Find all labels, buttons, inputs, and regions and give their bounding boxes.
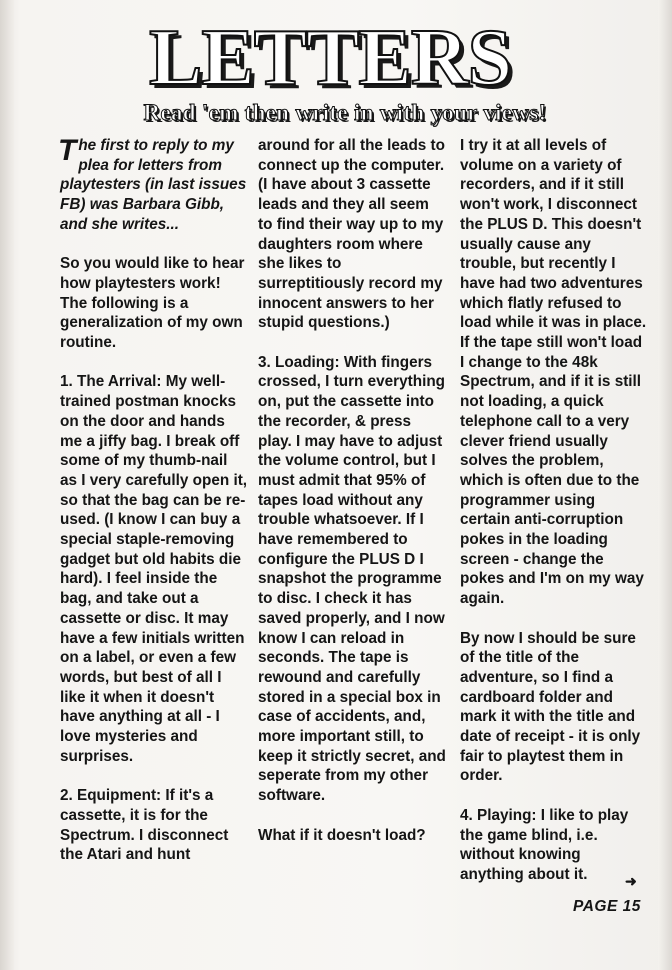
intro-paragraph xyxy=(60,136,248,235)
column-3 xyxy=(460,136,648,904)
column-2 xyxy=(258,136,446,865)
page-number: PAGE 15 xyxy=(573,898,641,915)
right-page-bleed xyxy=(658,0,672,970)
paragraph: By now I should be sure of the title of the adventure, so I find a cardboard folder and mark it with the title and date of receipt - it is only fair to playtest them in order. xyxy=(460,629,641,785)
paragraph: 1. The Arrival: My well-trained postman knocks on the door and hands me a jiffy bag. I break off some of my thumb-nail as I very carefully open it, so that the bag can be re-used. (I know I can buy a special staple-removing gadget but old habits die hard). I feel inside the bag, and take out a cassette or disc. It may have a few initials written on a label, or even a few words, but best of all I like it when it doesn't have anything at all - I love mysteries and surprises. xyxy=(60,373,248,765)
page-subtitle: Read 'em then write in with your views! xyxy=(143,100,547,125)
paragraph: around for all the leads to connect up the computer. (I have about 3 cassette leads and they all seem to find their way up to my daughters room where she likes to surreptitiously record my innocent answers to her stupid questions.) xyxy=(258,137,445,332)
paragraph: 4. Playing: I like to play the game blind, i.e. without knowing anything about it. xyxy=(460,806,629,883)
paragraph: What if it doesn't load? xyxy=(258,826,426,844)
continue-arrow-icon: ➜ xyxy=(625,873,637,889)
paragraph: So you would like to hear how playtesters work! The following is a generalization of my own routine. xyxy=(60,255,245,352)
page-title xyxy=(150,12,510,104)
left-page-bleed xyxy=(0,0,14,970)
title-text: LETTERS xyxy=(148,14,512,102)
paragraph: 3. Loading: With fingers crossed, I turn everything on, put the cassette into the recorder, & press play. I may have to adjust the volume control, but I must admit that 95% of tapes load without any trouble whatsoever. If I have remembered to configure the PLUS D I snapshot the programme to disc. I check it has saved properly, and I now know I can reload in seconds. The tape is rewound and carefully stored in a special box in case of accidents, and, more important still, to keep it strictly secret, and seperate from my other software. xyxy=(258,353,446,805)
paragraph: 2. Equipment: If it's a cassette, it is for the Spectrum. I disconnect the Atari and hunt xyxy=(60,787,229,864)
drop-cap: T xyxy=(58,134,77,167)
intro-text: he first to reply to my plea for letters from playtesters (in last issues FB) was Barbara Gibb, and she writes... xyxy=(60,137,247,233)
column-1 xyxy=(60,136,248,885)
paragraph: I try it at all levels of volume on a variety of recorders, and if it still won't work, I disconnect the PLUS D. This doesn't usually cause any trouble, but recently I have had two adventures which flatly refused to load while it was in place. If the tape still won't load I change to the 48k Spectrum, and if it is still not loading, a quick telephone call to a very clever friend usually solves the problem, which is often due to the programmer using certain anti-corruption pokes in the loading screen - change the pokes and I'm on my way again. xyxy=(460,137,647,608)
